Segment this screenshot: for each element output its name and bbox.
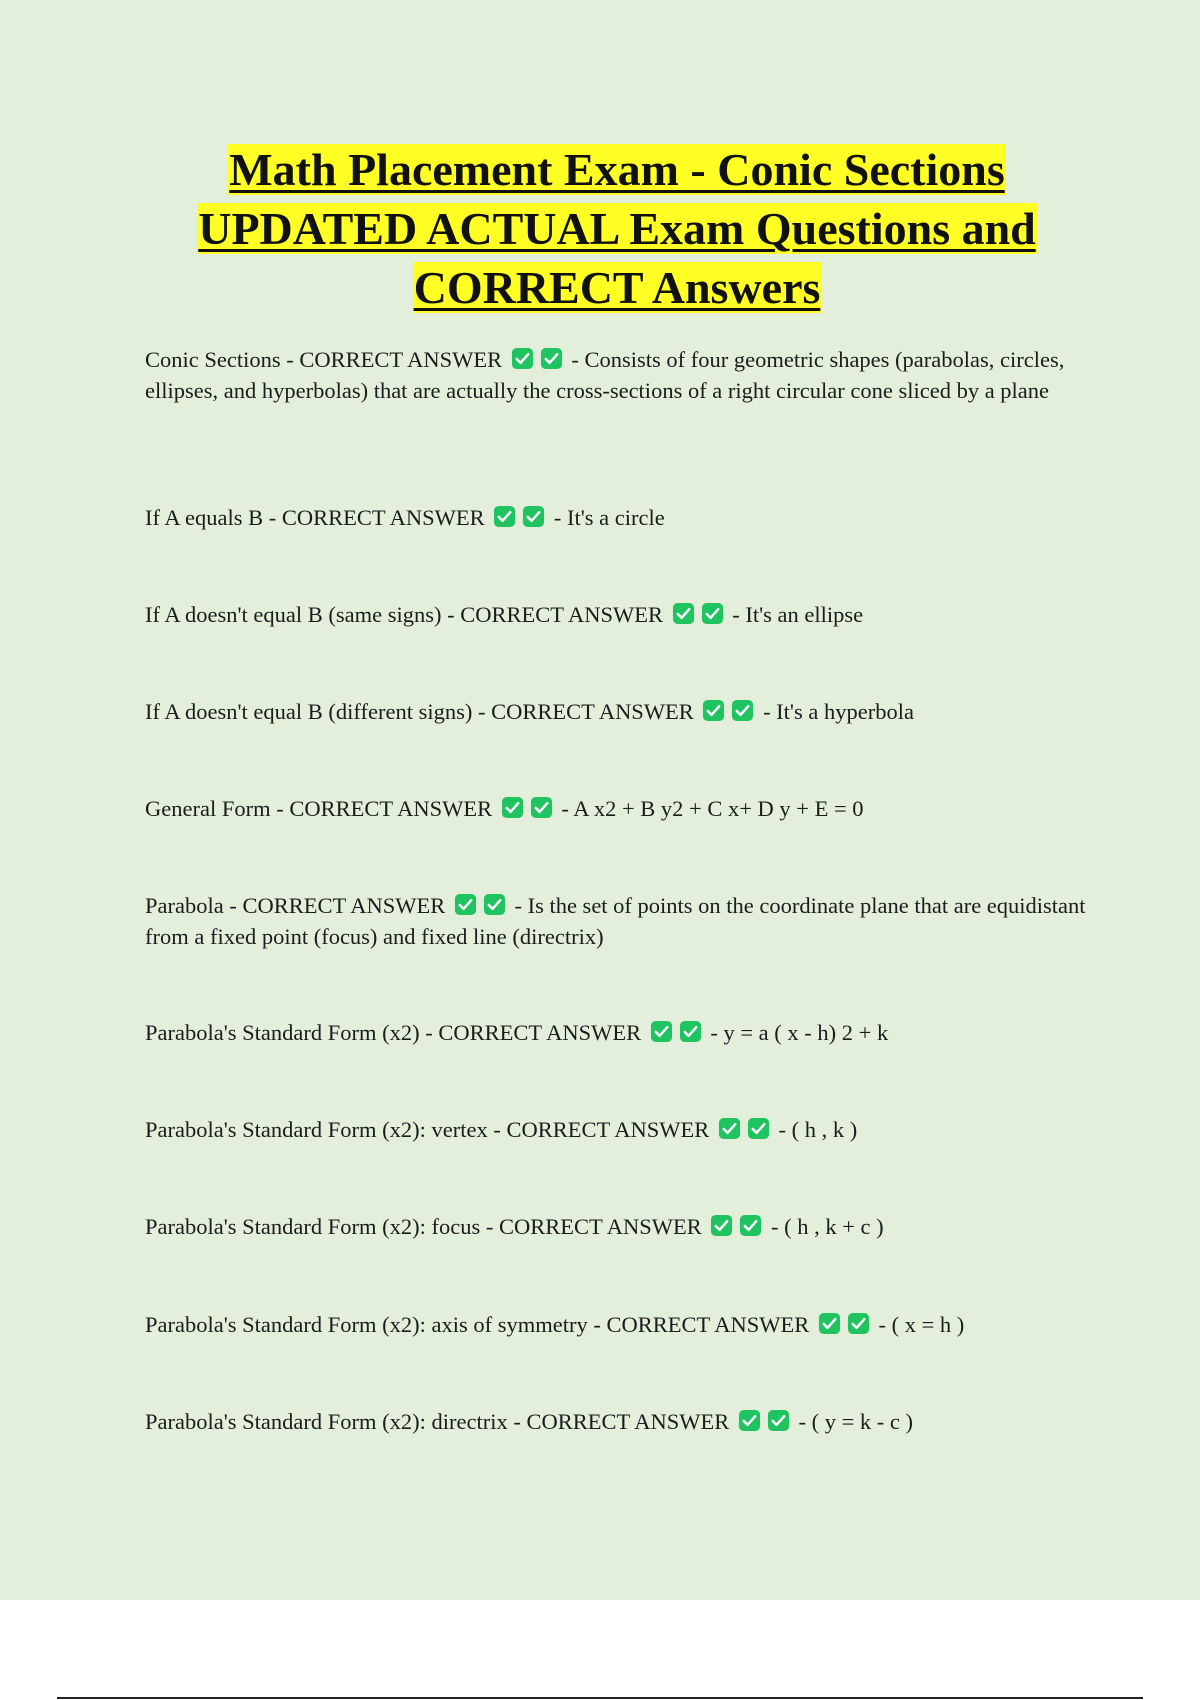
check-mark-button-icon xyxy=(522,505,545,528)
check-mark-button-icon xyxy=(738,1409,761,1432)
title-line-2: UPDATED ACTUAL Exam Questions and xyxy=(198,203,1036,254)
page-divider xyxy=(57,1697,1143,1699)
qa-term: Parabola's Standard Form (x2): vertex xyxy=(145,1117,488,1142)
qa-label: - CORRECT ANSWER xyxy=(223,893,446,918)
check-mark-button-icon xyxy=(701,602,724,625)
check-mark-button-icon xyxy=(679,1020,702,1043)
title-line-3: CORRECT Answers xyxy=(413,262,821,313)
qa-label: - CORRECT ANSWER xyxy=(270,796,493,821)
check-mark-button-icon xyxy=(511,347,534,370)
check-mark-button-icon xyxy=(454,893,477,916)
qa-item-standard-form xyxy=(145,1017,1095,1048)
qa-item-directrix xyxy=(145,1406,1095,1437)
qa-label: - CORRECT ANSWER xyxy=(280,347,503,372)
document-title xyxy=(100,140,1134,317)
qa-label: - CORRECT ANSWER xyxy=(587,1312,810,1337)
qa-answer: - ( h , k ) xyxy=(778,1117,858,1142)
qa-label: - CORRECT ANSWER xyxy=(263,505,485,530)
check-mark-button-icon xyxy=(672,602,695,625)
check-mark-button-icon xyxy=(731,699,754,722)
qa-label: - CORRECT ANSWER xyxy=(507,1409,730,1434)
check-mark-button-icon xyxy=(739,1214,762,1237)
check-mark-button-icon xyxy=(710,1214,733,1237)
qa-answer: - ( y = k - c ) xyxy=(798,1409,913,1434)
qa-term: General Form xyxy=(145,796,271,821)
check-mark-button-icon xyxy=(718,1117,741,1140)
qa-item-same-signs xyxy=(145,599,1095,630)
qa-item-vertex xyxy=(145,1114,1095,1145)
check-mark-button-icon xyxy=(818,1312,841,1335)
qa-label: - CORRECT ANSWER xyxy=(472,699,694,724)
qa-item-axis-of-symmetry xyxy=(145,1309,1095,1340)
qa-term: Conic Sections xyxy=(145,347,281,372)
qa-term: Parabola's Standard Form (x2): directrix xyxy=(145,1409,508,1434)
check-mark-button-icon xyxy=(702,699,725,722)
qa-item-conic-sections xyxy=(145,344,1095,406)
qa-label: - CORRECT ANSWER xyxy=(487,1117,710,1142)
qa-term: If A equals B xyxy=(145,505,264,530)
check-mark-button-icon xyxy=(767,1409,790,1432)
qa-answer: - It's a hyperbola xyxy=(763,699,914,724)
check-mark-button-icon xyxy=(501,796,524,819)
check-mark-button-icon xyxy=(483,893,506,916)
qa-term: Parabola's Standard Form (x2) xyxy=(145,1020,420,1045)
qa-answer: - It's an ellipse xyxy=(732,602,864,627)
qa-label: - CORRECT ANSWER xyxy=(441,602,663,627)
qa-answer: - A x2 + B y2 + C x+ D y + E = 0 xyxy=(561,796,864,821)
qa-answer: - Is the set of points on the coordinate plane that are equidistant from a fixed point (focus) and fixed line (directrix) xyxy=(145,893,1086,949)
qa-term: If A doesn't equal B (same signs) xyxy=(145,602,442,627)
check-mark-button-icon xyxy=(747,1117,770,1140)
qa-item-parabola xyxy=(145,890,1095,952)
qa-item-different-signs xyxy=(145,696,1095,727)
qa-term: Parabola xyxy=(145,893,224,918)
check-mark-button-icon xyxy=(650,1020,673,1043)
qa-term: Parabola's Standard Form (x2): focus xyxy=(145,1214,481,1239)
check-mark-button-icon xyxy=(530,796,553,819)
title-line-1: Math Placement Exam - Conic Sections xyxy=(229,144,1005,195)
qa-item-general-form xyxy=(145,793,1095,824)
check-mark-button-icon xyxy=(540,347,563,370)
qa-label: - CORRECT ANSWER xyxy=(480,1214,702,1239)
qa-answer: - It's a circle xyxy=(553,505,665,530)
qa-term: Parabola's Standard Form (x2): axis of symmetry xyxy=(145,1312,588,1337)
qa-answer: - Consists of four geometric shapes (parabolas, circles, ellipses, and hyperbolas) that are actually the cross-sections of a right circular cone sliced by a plane xyxy=(145,347,1065,403)
qa-label: - CORRECT ANSWER xyxy=(419,1020,642,1045)
qa-item-focus xyxy=(145,1211,1095,1242)
qa-item-a-equals-b xyxy=(145,502,1095,533)
check-mark-button-icon xyxy=(493,505,516,528)
qa-answer: - ( x = h ) xyxy=(878,1312,965,1337)
qa-term: If A doesn't equal B (different signs) xyxy=(145,699,473,724)
qa-answer: - y = a ( x - h) 2 + k xyxy=(710,1020,889,1045)
check-mark-button-icon xyxy=(847,1312,870,1335)
qa-answer: - ( h , k + c ) xyxy=(770,1214,884,1239)
